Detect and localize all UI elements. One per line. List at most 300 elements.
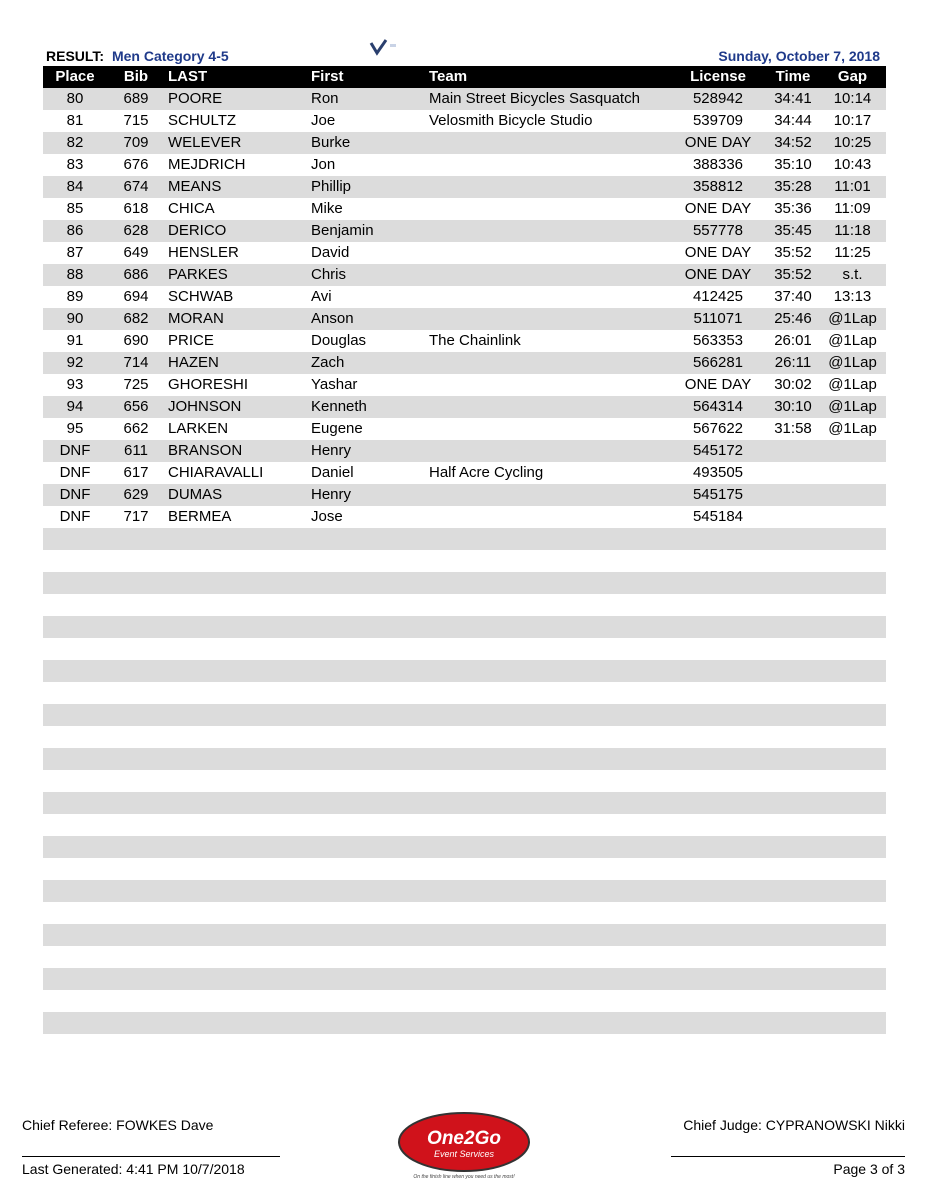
empty-cell	[43, 924, 107, 946]
empty-cell	[819, 946, 886, 968]
cell-license: 563353	[692, 332, 744, 349]
cell-license: 557778	[669, 220, 767, 242]
cell-first: Chris	[311, 264, 429, 286]
empty-cell	[819, 528, 886, 550]
cell-team: Main Street Bicycles Sasquatch	[429, 88, 669, 110]
empty-cell	[669, 594, 767, 616]
logo-tagline: On the finish line when you need us the most!	[413, 1174, 515, 1180]
empty-cell	[311, 704, 429, 726]
empty-row	[43, 660, 886, 682]
empty-cell	[819, 660, 886, 682]
empty-cell	[767, 858, 819, 880]
empty-cell	[165, 638, 311, 660]
empty-cell	[165, 682, 311, 704]
cell-license: 545172	[669, 440, 767, 462]
empty-cell	[311, 638, 429, 660]
empty-row	[43, 770, 886, 792]
cell-bib: 629	[107, 484, 165, 506]
empty-cell	[669, 660, 767, 682]
cell-place: 91	[66, 332, 84, 349]
empty-cell	[819, 748, 886, 770]
cell-gap: @1Lap	[819, 308, 886, 330]
cell-team	[429, 220, 669, 242]
empty-cell	[669, 748, 767, 770]
empty-cell	[429, 990, 669, 1012]
table-row	[43, 462, 886, 484]
empty-cell	[767, 770, 819, 792]
cell-last: LARKEN	[168, 420, 229, 437]
cell-team	[429, 418, 669, 440]
empty-cell	[819, 616, 886, 638]
cell-last: DUMAS	[165, 484, 311, 506]
cell-gap	[819, 484, 886, 506]
cell-time: 26:11	[767, 352, 819, 374]
cell-last: JOHNSON	[165, 396, 311, 418]
cell-gap: 13:13	[833, 288, 872, 305]
empty-cell	[107, 726, 165, 748]
cell-team: Half Acre Cycling	[429, 464, 544, 481]
table-row	[43, 132, 886, 154]
empty-cell	[165, 616, 311, 638]
cell-bib: 628	[107, 220, 165, 242]
empty-row	[43, 968, 886, 990]
cell-bib: 676	[123, 156, 149, 173]
empty-cell	[429, 902, 669, 924]
cell-time: 35:52	[767, 264, 819, 286]
cell-place: 88	[43, 264, 107, 286]
empty-cell	[165, 660, 311, 682]
empty-row	[43, 616, 886, 638]
empty-cell	[43, 836, 107, 858]
empty-cell	[43, 726, 107, 748]
table-row	[43, 374, 886, 396]
empty-cell	[165, 924, 311, 946]
empty-cell	[165, 792, 311, 814]
cell-place: 83	[66, 156, 84, 173]
empty-cell	[819, 902, 886, 924]
cell-time: 35:28	[767, 176, 819, 198]
empty-cell	[107, 616, 165, 638]
empty-cell	[669, 858, 767, 880]
col-bib-header: Bib	[107, 66, 165, 88]
empty-cell	[669, 528, 767, 550]
cell-last: BRANSON	[165, 440, 311, 462]
col-first-header: First	[311, 66, 429, 88]
empty-cell	[311, 682, 429, 704]
empty-cell	[819, 792, 886, 814]
table-row	[43, 352, 886, 374]
empty-cell	[429, 814, 669, 836]
empty-cell	[669, 880, 767, 902]
cell-last: MEJDRICH	[168, 156, 246, 173]
empty-cell	[429, 594, 669, 616]
cell-first: Joe	[311, 112, 336, 129]
cell-gap: 11:18	[819, 220, 886, 242]
empty-cell	[669, 902, 767, 924]
empty-cell	[165, 726, 311, 748]
empty-cell	[429, 726, 669, 748]
col-gap-header: Gap	[819, 66, 886, 88]
empty-row	[43, 704, 886, 726]
one2go-logo	[393, 1110, 535, 1186]
empty-cell	[43, 968, 107, 990]
empty-cell	[767, 1012, 819, 1034]
empty-cell	[107, 1012, 165, 1034]
empty-cell	[669, 704, 767, 726]
cell-bib: 717	[123, 508, 149, 525]
cell-last: PRICE	[168, 332, 214, 349]
empty-cell	[819, 968, 886, 990]
empty-cell	[669, 638, 767, 660]
cell-bib: 715	[123, 112, 149, 129]
empty-cell	[767, 594, 819, 616]
cell-gap: 10:14	[819, 88, 886, 110]
empty-row	[43, 946, 886, 968]
empty-cell	[43, 770, 107, 792]
empty-cell	[165, 858, 311, 880]
cell-bib: 682	[107, 308, 165, 330]
empty-row	[43, 1012, 886, 1034]
empty-cell	[429, 858, 669, 880]
cell-license: 412425	[692, 288, 744, 305]
empty-cell	[767, 946, 819, 968]
empty-cell	[767, 704, 819, 726]
empty-cell	[429, 792, 669, 814]
empty-cell	[669, 814, 767, 836]
cell-first: David	[311, 244, 350, 261]
empty-cell	[669, 682, 767, 704]
empty-cell	[819, 924, 886, 946]
cell-time: 34:44	[774, 112, 812, 129]
cell-gap: @1Lap	[828, 420, 877, 437]
empty-cell	[165, 528, 311, 550]
judge-signature-line	[671, 1156, 905, 1157]
col-license-header: License	[669, 66, 767, 88]
cell-place: 94	[43, 396, 107, 418]
cell-last: HAZEN	[165, 352, 311, 374]
empty-cell	[669, 1012, 767, 1034]
category-title: Men Category 4-5	[111, 48, 229, 64]
empty-cell	[767, 638, 819, 660]
empty-cell	[819, 638, 886, 660]
empty-cell	[819, 770, 886, 792]
cell-bib: 686	[107, 264, 165, 286]
cell-first: Mike	[311, 200, 343, 217]
logo-subtitle: Event Services	[433, 1149, 495, 1159]
empty-cell	[311, 726, 429, 748]
cell-license: 528942	[669, 88, 767, 110]
empty-cell	[43, 902, 107, 924]
empty-cell	[165, 594, 311, 616]
cell-time: 35:36	[774, 200, 812, 217]
empty-cell	[767, 924, 819, 946]
cell-time: 35:52	[774, 244, 812, 261]
empty-cell	[43, 572, 107, 594]
empty-cell	[429, 836, 669, 858]
cell-time: 30:10	[767, 396, 819, 418]
empty-cell	[107, 858, 165, 880]
empty-cell	[107, 638, 165, 660]
empty-cell	[429, 660, 669, 682]
cell-license: 388336	[692, 156, 744, 173]
empty-row	[43, 880, 886, 902]
empty-cell	[107, 792, 165, 814]
cell-gap: 10:25	[819, 132, 886, 154]
empty-cell	[165, 946, 311, 968]
empty-cell	[107, 880, 165, 902]
empty-cell	[311, 990, 429, 1012]
cell-time	[767, 462, 819, 484]
cell-last: PARKES	[165, 264, 311, 286]
cell-first: Benjamin	[311, 220, 429, 242]
empty-cell	[767, 836, 819, 858]
cell-team	[429, 176, 669, 198]
cell-team	[429, 264, 669, 286]
cell-time: 30:02	[774, 376, 812, 393]
cell-first: Daniel	[311, 464, 354, 481]
empty-cell	[767, 814, 819, 836]
empty-cell	[767, 902, 819, 924]
cell-bib: 725	[123, 376, 149, 393]
empty-cell	[767, 682, 819, 704]
cell-bib: 674	[107, 176, 165, 198]
cell-place: 80	[43, 88, 107, 110]
empty-cell	[107, 990, 165, 1012]
table-row	[43, 286, 886, 308]
cell-first: Henry	[311, 440, 429, 462]
empty-cell	[311, 836, 429, 858]
empty-cell	[819, 858, 886, 880]
cell-gap: 10:17	[833, 112, 872, 129]
cell-license: 564314	[669, 396, 767, 418]
empty-cell	[165, 990, 311, 1012]
cell-team	[429, 484, 669, 506]
cell-first: Ron	[311, 88, 429, 110]
empty-cell	[43, 814, 107, 836]
cell-team: The Chainlink	[429, 332, 521, 349]
cell-first: Jose	[311, 508, 343, 525]
empty-cell	[669, 616, 767, 638]
empty-cell	[311, 858, 429, 880]
empty-row	[43, 550, 886, 572]
table-row	[43, 484, 886, 506]
cell-team	[429, 286, 669, 308]
empty-cell	[43, 528, 107, 550]
cell-gap: 11:09	[834, 200, 871, 217]
empty-cell	[429, 638, 669, 660]
cell-first: Kenneth	[311, 396, 429, 418]
empty-row	[43, 726, 886, 748]
empty-cell	[311, 968, 429, 990]
cell-team	[429, 154, 669, 176]
empty-cell	[165, 770, 311, 792]
cell-time: 26:01	[774, 332, 812, 349]
empty-cell	[107, 924, 165, 946]
empty-cell	[107, 946, 165, 968]
empty-cell	[311, 902, 429, 924]
cell-license: 358812	[669, 176, 767, 198]
cell-place: 92	[43, 352, 107, 374]
empty-row	[43, 638, 886, 660]
cell-bib: 690	[123, 332, 149, 349]
empty-row	[43, 528, 886, 550]
table-row	[43, 506, 886, 528]
empty-cell	[107, 594, 165, 616]
col-team-header: Team	[429, 66, 669, 88]
cell-place: DNF	[59, 464, 91, 481]
empty-row	[43, 836, 886, 858]
table-row	[43, 330, 886, 352]
empty-cell	[311, 594, 429, 616]
cell-gap: 10:43	[833, 156, 872, 173]
cell-first: Anson	[311, 308, 429, 330]
cell-license: ONE DAY	[684, 244, 752, 261]
cell-place: DNF	[43, 440, 107, 462]
empty-cell	[311, 924, 429, 946]
results-body	[43, 88, 886, 1034]
cell-team	[429, 352, 669, 374]
cell-time: 31:58	[774, 420, 812, 437]
cell-last: CHIARAVALLI	[168, 464, 264, 481]
empty-cell	[165, 968, 311, 990]
cell-first: Eugene	[311, 420, 363, 437]
cell-team	[429, 308, 669, 330]
cell-bib: 689	[107, 88, 165, 110]
cell-place: 90	[43, 308, 107, 330]
empty-cell	[429, 572, 669, 594]
empty-cell	[107, 814, 165, 836]
empty-cell	[43, 704, 107, 726]
empty-cell	[429, 616, 669, 638]
table-row	[43, 154, 886, 176]
empty-cell	[311, 550, 429, 572]
cell-place: DNF	[59, 508, 91, 525]
cell-place: 87	[66, 244, 84, 261]
empty-cell	[669, 946, 767, 968]
empty-cell	[311, 770, 429, 792]
cell-team	[429, 198, 669, 220]
empty-cell	[429, 946, 669, 968]
cell-gap: s.t.	[819, 264, 886, 286]
empty-cell	[43, 638, 107, 660]
empty-cell	[767, 990, 819, 1012]
empty-cell	[767, 616, 819, 638]
empty-cell	[819, 836, 886, 858]
empty-cell	[669, 792, 767, 814]
cell-team	[429, 396, 669, 418]
cell-license: 567622	[692, 420, 744, 437]
empty-cell	[107, 682, 165, 704]
cell-gap: @1Lap	[819, 396, 886, 418]
col-last-header: LAST	[165, 66, 311, 88]
empty-cell	[669, 968, 767, 990]
cell-place: 82	[43, 132, 107, 154]
empty-cell	[767, 968, 819, 990]
empty-cell	[311, 660, 429, 682]
empty-cell	[165, 748, 311, 770]
empty-cell	[819, 704, 886, 726]
table-row	[43, 176, 886, 198]
cell-last: HENSLER	[168, 244, 239, 261]
cell-place: 84	[43, 176, 107, 198]
race-date: Sunday, October 7, 2018	[718, 48, 880, 64]
empty-cell	[819, 594, 886, 616]
empty-cell	[819, 814, 886, 836]
empty-cell	[429, 924, 669, 946]
cell-place: 93	[66, 376, 84, 393]
cell-gap	[819, 506, 886, 528]
empty-cell	[311, 946, 429, 968]
empty-cell	[429, 880, 669, 902]
empty-cell	[669, 990, 767, 1012]
cell-team	[429, 242, 669, 264]
empty-cell	[107, 902, 165, 924]
empty-cell	[669, 770, 767, 792]
cell-place: 95	[66, 420, 84, 437]
empty-cell	[43, 616, 107, 638]
empty-row	[43, 748, 886, 770]
empty-cell	[43, 660, 107, 682]
empty-cell	[311, 616, 429, 638]
cell-gap: @1Lap	[828, 332, 877, 349]
empty-cell	[165, 814, 311, 836]
cell-last: GHORESHI	[168, 376, 249, 393]
cell-bib: 694	[123, 288, 149, 305]
cell-place: 86	[43, 220, 107, 242]
empty-cell	[669, 836, 767, 858]
cell-license: 566281	[669, 352, 767, 374]
empty-cell	[165, 550, 311, 572]
col-time-header: Time	[767, 66, 819, 88]
empty-cell	[107, 836, 165, 858]
empty-cell	[819, 550, 886, 572]
cell-last: BERMEA	[168, 508, 232, 525]
cell-time: 34:52	[767, 132, 819, 154]
chief-judge: Chief Judge: CYPRANOWSKI Nikki	[683, 1117, 905, 1133]
cell-license: 545175	[669, 484, 767, 506]
empty-cell	[819, 1012, 886, 1034]
cell-bib: 611	[107, 440, 165, 462]
cell-team	[429, 132, 669, 154]
empty-cell	[107, 572, 165, 594]
empty-cell	[819, 682, 886, 704]
empty-cell	[429, 550, 669, 572]
empty-cell	[107, 968, 165, 990]
empty-cell	[43, 748, 107, 770]
cell-bib: 618	[123, 200, 149, 217]
cell-place: 85	[66, 200, 84, 217]
table-header-row	[43, 66, 886, 88]
cell-license: 539709	[692, 112, 744, 129]
empty-cell	[669, 572, 767, 594]
cell-gap: 11:01	[819, 176, 886, 198]
cell-place: DNF	[43, 484, 107, 506]
empty-cell	[767, 880, 819, 902]
cell-gap: @1Lap	[819, 352, 886, 374]
empty-cell	[819, 880, 886, 902]
cell-place: 81	[66, 112, 84, 129]
empty-cell	[767, 748, 819, 770]
empty-cell	[429, 704, 669, 726]
empty-cell	[165, 902, 311, 924]
cell-license: 493505	[692, 464, 744, 481]
cell-last: WELEVER	[165, 132, 311, 154]
cell-license: ONE DAY	[669, 264, 767, 286]
cell-time	[767, 484, 819, 506]
empty-cell	[819, 990, 886, 1012]
cell-gap: 11:25	[834, 244, 871, 261]
cell-bib: 649	[123, 244, 149, 261]
